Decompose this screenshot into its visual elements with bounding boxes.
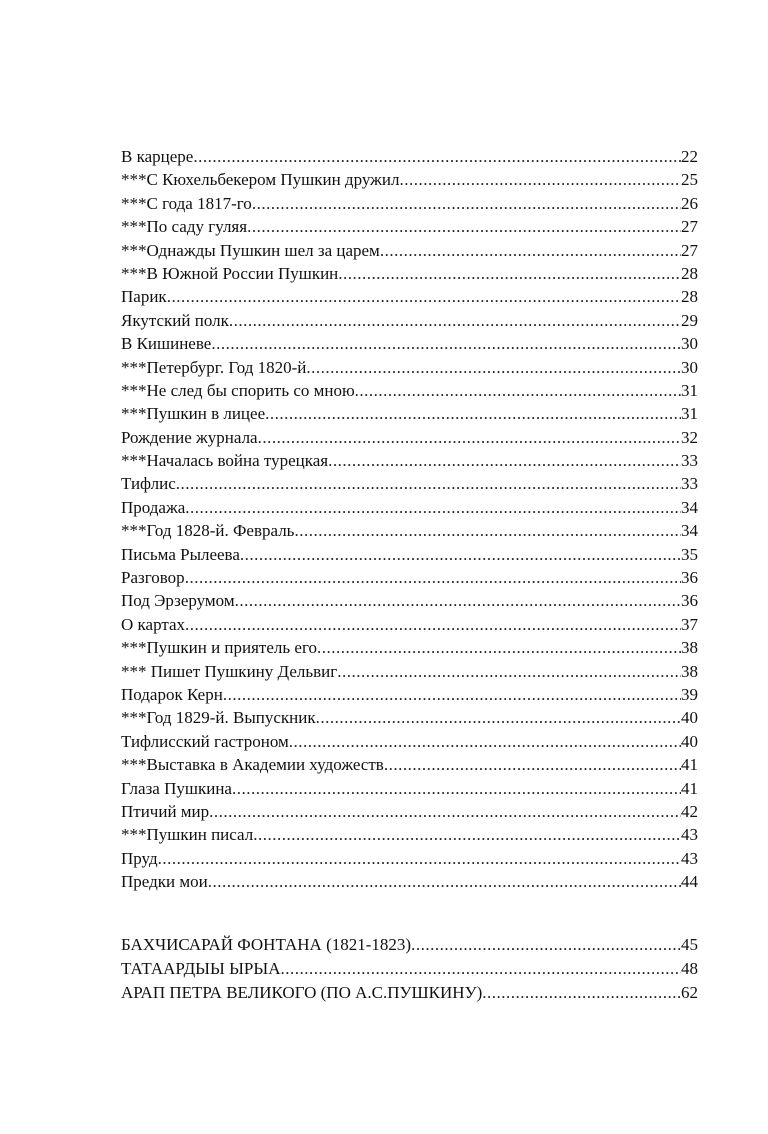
toc-entry-page: 28 xyxy=(681,287,698,307)
toc-entry-page: 39 xyxy=(681,684,698,704)
toc-entry-page: 41 xyxy=(681,755,698,775)
toc-entry-title: ***Петербург. Год 1820-й xyxy=(121,357,307,377)
toc-entry-page: 38 xyxy=(681,661,698,681)
toc-entry-page: 30 xyxy=(681,357,698,377)
toc-entry xyxy=(121,933,698,957)
toc-entry xyxy=(121,192,698,215)
toc-entry-page: 31 xyxy=(681,380,698,400)
toc-entry xyxy=(121,660,698,683)
toc-entry xyxy=(121,168,698,191)
toc-entry-page: 31 xyxy=(681,404,698,424)
dot-leader xyxy=(289,730,681,753)
toc-entry-page: 34 xyxy=(681,521,698,541)
dot-leader xyxy=(167,285,681,308)
toc-entry-title: ТАТААРДЫЫ ЫРЫА xyxy=(121,959,281,978)
dot-leader xyxy=(193,145,681,168)
toc-entry-title: Предки мои xyxy=(121,872,208,892)
toc-entry-page: 38 xyxy=(681,638,698,658)
toc-entry-title: Письма Рылеева xyxy=(121,544,240,564)
toc-entry-page: 43 xyxy=(681,825,698,845)
toc-entry-page: 36 xyxy=(681,568,698,588)
toc-entry-title: *** Пишет Пушкину Дельвиг xyxy=(121,661,338,681)
toc-entry-title: В Кишиневе xyxy=(121,334,212,354)
toc-entry xyxy=(121,730,698,753)
toc-entry-page: 33 xyxy=(681,474,698,494)
toc-entry xyxy=(121,426,698,449)
dot-leader xyxy=(265,402,681,425)
toc-entry-title: АРАП ПЕТРА ВЕЛИКОГО (ПО А.С.ПУШКИНУ) xyxy=(121,983,483,1002)
toc-entry xyxy=(121,777,698,800)
toc-entry-page: 35 xyxy=(681,544,698,564)
toc-entry xyxy=(121,356,698,379)
toc-entry-title: ***С Кюхельбекером Пушкин дружил xyxy=(121,170,400,190)
toc-entry xyxy=(121,566,698,589)
dot-leader xyxy=(158,847,681,870)
toc-entry xyxy=(121,800,698,823)
toc-entry-page: 42 xyxy=(681,801,698,821)
dot-leader xyxy=(185,496,681,519)
toc-entry-page: 28 xyxy=(681,263,698,283)
dot-leader xyxy=(316,706,681,729)
toc-entry-page: 32 xyxy=(681,427,698,447)
toc-entry xyxy=(121,823,698,846)
dot-leader xyxy=(253,823,681,846)
toc-entry-title: ***Год 1828-й. Февраль xyxy=(121,521,295,541)
toc-entry-page: 22 xyxy=(681,147,698,166)
dot-leader xyxy=(211,332,681,355)
toc-entry xyxy=(121,870,698,893)
dot-leader xyxy=(338,262,681,285)
toc-entry-title: О картах xyxy=(121,614,186,634)
toc-entry-title: Парик xyxy=(121,287,167,307)
toc-entry xyxy=(121,957,698,981)
toc-entry-title: Птичий мир xyxy=(121,801,210,821)
toc-entry-page: 48 xyxy=(681,959,698,978)
dot-leader xyxy=(294,519,681,542)
toc-entry-title: Под Эрзерумом xyxy=(121,591,235,611)
table-of-contents-parts xyxy=(121,933,698,1005)
toc-entry-page: 44 xyxy=(681,872,698,892)
toc-entry-title: ***По саду гуляя xyxy=(121,217,248,237)
toc-entry xyxy=(121,449,698,472)
dot-leader xyxy=(306,356,681,379)
dot-leader xyxy=(328,449,681,472)
toc-entry-title: Глаза Пушкина xyxy=(121,778,232,798)
toc-entry-title: Якутский полк xyxy=(121,310,229,330)
toc-entry-page: 27 xyxy=(681,217,698,237)
toc-entry xyxy=(121,285,698,308)
toc-entry xyxy=(121,636,698,659)
toc-entry xyxy=(121,683,698,706)
table-of-contents xyxy=(121,145,698,894)
dot-leader xyxy=(208,870,681,893)
dot-leader xyxy=(355,379,681,402)
toc-entry-title: Тифлисский гастроном xyxy=(121,731,289,751)
dot-leader xyxy=(223,683,681,706)
toc-entry-page: 40 xyxy=(681,708,698,728)
toc-entry xyxy=(121,519,698,542)
toc-entry xyxy=(121,543,698,566)
dot-leader xyxy=(176,472,681,495)
toc-entry xyxy=(121,262,698,285)
dot-leader xyxy=(411,933,681,957)
toc-entry-title: Продажа xyxy=(121,497,186,517)
dot-leader xyxy=(185,566,681,589)
toc-entry-title: ***В Южной России Пушкин xyxy=(121,263,339,283)
toc-entry-page: 29 xyxy=(681,310,698,330)
dot-leader xyxy=(235,589,681,612)
dot-leader xyxy=(247,215,681,238)
toc-entry-page: 41 xyxy=(681,778,698,798)
dot-leader xyxy=(252,192,681,215)
toc-entry-title: Пруд xyxy=(121,848,158,868)
dot-leader xyxy=(317,636,681,659)
toc-entry-title: ***Выставка в Академии художеств xyxy=(121,755,384,775)
toc-entry xyxy=(121,239,698,262)
toc-entry-page: 40 xyxy=(681,731,698,751)
toc-entry-title: ***Однажды Пушкин шел за царем xyxy=(121,240,380,260)
toc-entry-page: 34 xyxy=(681,497,698,517)
dot-leader xyxy=(380,239,681,262)
dot-leader xyxy=(232,777,681,800)
toc-entry xyxy=(121,753,698,776)
toc-entry-title: Рождение журнала xyxy=(121,427,258,447)
dot-leader xyxy=(280,957,681,981)
toc-entry xyxy=(121,613,698,636)
toc-entry-title: ***Пушкин и приятель его xyxy=(121,638,317,658)
toc-entry-title: Подарок Керн xyxy=(121,684,223,704)
dot-leader xyxy=(185,613,681,636)
toc-entry-page: 30 xyxy=(681,334,698,354)
toc-entry xyxy=(121,981,698,1005)
toc-entry-title: ***Пушкин в лицее xyxy=(121,404,266,424)
toc-entry-page: 45 xyxy=(681,935,698,954)
dot-leader xyxy=(209,800,681,823)
toc-entry-page: 37 xyxy=(681,614,698,634)
toc-entry xyxy=(121,145,698,168)
toc-entry xyxy=(121,402,698,425)
toc-entry-title: ***Не след бы спорить со мною xyxy=(121,380,355,400)
dot-leader xyxy=(399,168,681,191)
toc-entry-title: ***Год 1829-й. Выпускник xyxy=(121,708,316,728)
toc-entry-title: Тифлис xyxy=(121,474,176,494)
toc-entry xyxy=(121,379,698,402)
toc-entry-title: ***С года 1817-го xyxy=(121,193,252,213)
toc-entry-page: 62 xyxy=(681,983,698,1002)
toc-entry-page: 25 xyxy=(681,170,698,190)
dot-leader xyxy=(229,309,681,332)
toc-entry xyxy=(121,496,698,519)
dot-leader xyxy=(482,981,681,1005)
toc-entry-title: ***Началась война турецкая xyxy=(121,451,329,471)
toc-entry xyxy=(121,309,698,332)
dot-leader xyxy=(337,660,681,683)
toc-entry xyxy=(121,472,698,495)
toc-entry-title: Разговор xyxy=(121,568,185,588)
toc-entry xyxy=(121,706,698,729)
toc-entry xyxy=(121,332,698,355)
toc-entry-page: 43 xyxy=(681,848,698,868)
toc-entry-title: В карцере xyxy=(121,147,194,166)
toc-entry-title: БАХЧИСАРАЙ ФОНТАНА (1821-1823) xyxy=(121,935,412,954)
toc-entry xyxy=(121,589,698,612)
dot-leader xyxy=(258,426,681,449)
dot-leader xyxy=(384,753,681,776)
toc-entry-title: ***Пушкин писал xyxy=(121,825,254,845)
toc-entry xyxy=(121,215,698,238)
dot-leader xyxy=(240,543,681,566)
toc-entry-page: 36 xyxy=(681,591,698,611)
toc-entry xyxy=(121,847,698,870)
toc-entry-page: 33 xyxy=(681,451,698,471)
toc-entry-page: 27 xyxy=(681,240,698,260)
toc-entry-page: 26 xyxy=(681,193,698,213)
